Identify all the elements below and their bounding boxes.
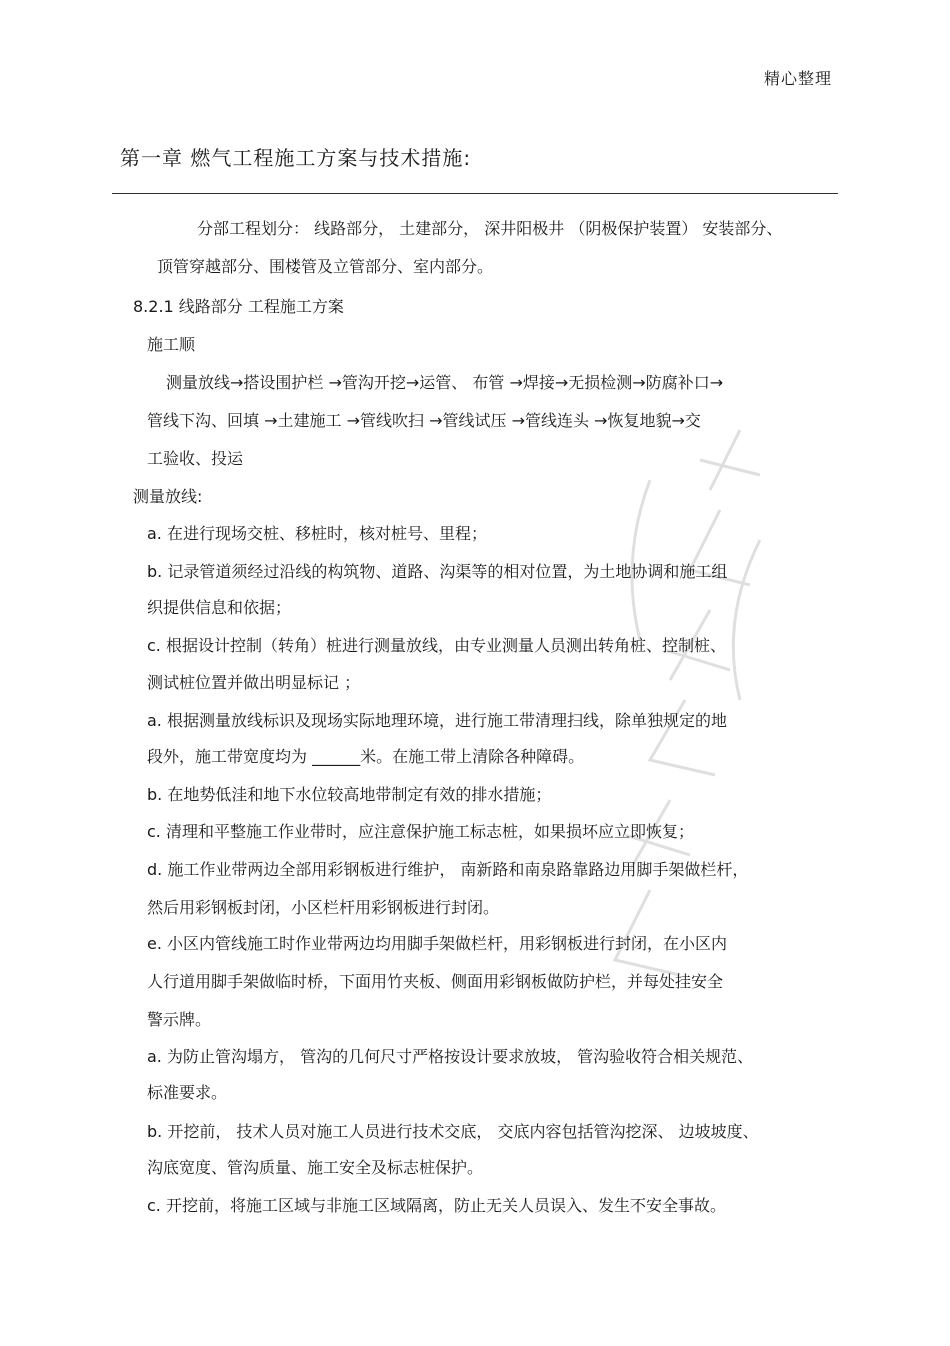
section-heading: 8.2.1 线路部分 工程施工方案 xyxy=(133,297,344,316)
list-item-continued: 沟底宽度、管沟质量、施工安全及标志桩保护。 xyxy=(147,1158,484,1177)
list-item: b. 在地势低洼和地下水位较高地带制定有效的排水措施； xyxy=(147,785,552,804)
title-divider xyxy=(112,193,838,194)
paragraph-line: 工验收、投运 xyxy=(147,449,244,468)
list-item: a. 为防止管沟塌方， 管沟的几何尺寸严格按设计要求放坡， 管沟验收符合相关规范、 xyxy=(147,1047,754,1066)
list-item-continued: 然后用彩钢板封闭，小区栏杆用彩钢板进行封闭。 xyxy=(147,898,500,917)
paragraph-line: 分部工程划分： 线路部分， 土建部分， 深井阳极井 （阴极保护装置） 安装部分、 xyxy=(197,219,783,238)
list-item: b. 开挖前， 技术人员对施工人员进行技术交底， 交底内容包括管沟挖深、 边坡坡度、 xyxy=(147,1122,759,1141)
list-item-continued: 段外，施工带宽度均为 ______米。在施工带上清除各种障碍。 xyxy=(147,747,585,766)
header-note: 精心整理 xyxy=(763,69,832,88)
watermark xyxy=(590,420,790,980)
paragraph-line: 测量放线→搭设围护栏 →管沟开挖→运管、 布管 →焊接→无损检测→防腐补口→ xyxy=(166,373,724,392)
list-item: a. 在进行现场交桩、移桩时，核对桩号、里程； xyxy=(147,524,487,543)
list-item-continued: 标准要求。 xyxy=(147,1083,228,1102)
list-item-continued: 人行道用脚手架做临时桥，下面用竹夹板、侧面用彩钢板做防护栏，并每处挂安全 xyxy=(147,972,724,991)
paragraph-line: 施工顺 xyxy=(147,335,196,354)
list-item: c. 根据设计控制（转角）桩进行测量放线，由专业测量人员测出转角桩、控制桩、 xyxy=(147,636,726,655)
list-item: e. 小区内管线施工时作业带两边均用脚手架做栏杆，用彩钢板进行封闭，在小区内 xyxy=(147,934,728,953)
list-item-continued: 警示牌。 xyxy=(147,1010,212,1029)
list-item: d. 施工作业带两边全部用彩钢板进行维护， 南新路和南泉路靠路边用脚手架做栏杆， xyxy=(147,860,749,879)
list-item: c. 开挖前，将施工区域与非施工区域隔离，防止无关人员误入、发生不安全事故。 xyxy=(147,1196,726,1215)
chapter-title: 第一章 燃气工程施工方案与技术措施: xyxy=(120,146,472,170)
list-item-continued: 织提供信息和依据； xyxy=(147,598,292,617)
paragraph-line: 顶管穿越部分、围楼管及立管部分、室内部分。 xyxy=(157,257,494,276)
list-item: b. 记录管道须经过沿线的构筑物、道路、沟渠等的相对位置，为土地协调和施工组 xyxy=(147,562,728,581)
list-item: a. 根据测量放线标识及现场实际地理环境，进行施工带清理扫线，除单独规定的地 xyxy=(147,711,727,730)
paragraph-line: 管线下沟、回填 →土建施工 →管线吹扫 →管线试压 →管线连头 →恢复地貌→交 xyxy=(147,411,701,430)
list-item: c. 清理和平整施工作业带时，应注意保护施工标志桩，如果损坏应立即恢复； xyxy=(147,822,694,841)
subsection-heading: 测量放线: xyxy=(133,487,203,506)
list-item-continued: 测试桩位置并做出明显标记 ； xyxy=(147,673,361,692)
